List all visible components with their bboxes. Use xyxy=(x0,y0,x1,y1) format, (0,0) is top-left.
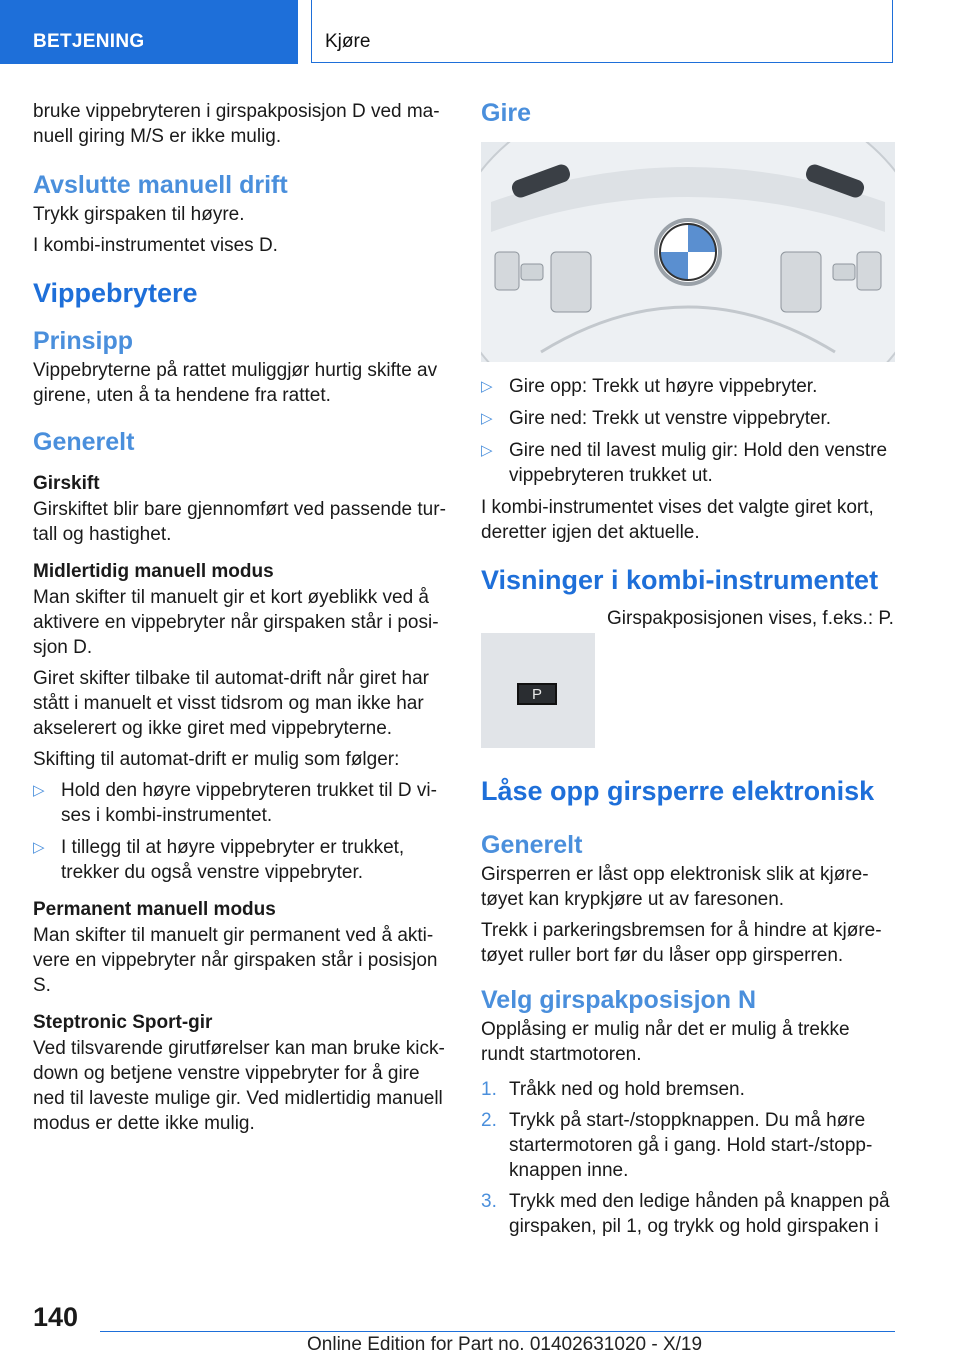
avslutte-text-1: Trykk girspaken til høyre. xyxy=(33,204,245,225)
triangle-bullet-icon: ▷ xyxy=(481,378,493,395)
triangle-bullet-icon: ▷ xyxy=(481,410,493,427)
visning-text: Girspakposisjonen vises, f.eks.: P. xyxy=(607,608,894,629)
heading-prinsipp: Prinsipp xyxy=(33,327,134,355)
heading-sport: Steptronic Sport-gir xyxy=(33,1012,213,1033)
footer-divider xyxy=(100,1331,895,1332)
heading-midlertidig: Midlertidig manuell modus xyxy=(33,561,274,582)
list-item: ▷ Gire ned: Trekk ut venstre vippebryter. xyxy=(481,408,832,429)
girskift-text: Girskiftet blir bare gjennomført ved passende tur-tall og hastighet. xyxy=(33,499,446,545)
chapter-label: Kjøre xyxy=(325,31,371,52)
gire-text: I kombi-instrumentet vises det valgte giret kort, deretter igjen det aktuelle. xyxy=(481,497,874,543)
list-item: ▷ Hold den høyre vippebryteren trukket til D vi-ses i kombi-instrumentet. xyxy=(33,780,437,826)
heading-generelt-right: Generelt xyxy=(481,831,583,859)
chapter-tab xyxy=(311,0,893,63)
section-label: BETJENING xyxy=(33,31,145,52)
midlertidig-text-1: Man skifter til manuelt gir et kort øyeblikk ved å aktivere en vippebryter når girspaken står i posi-sjon D. xyxy=(33,587,439,658)
list-item: 3. Trykk med den ledige hånden på knappen på girspaken, pil 1, og trykk og hold girspaken i xyxy=(481,1191,890,1237)
gear-display-image xyxy=(481,633,595,748)
steering-wheel-illustration xyxy=(481,142,895,362)
midlertidig-text-3: Skifting til automat-drift er mulig som følger: xyxy=(33,749,400,770)
midlertidig-text-2: Giret skifter tilbake til automat-drift når giret har stått i manuelt et visst tidsrom og man ikke har akselerert og ikke giret med vippebryterne. xyxy=(33,668,429,739)
heading-gire: Gire xyxy=(481,99,532,127)
triangle-bullet-icon: ▷ xyxy=(481,442,493,459)
velg-text: Opplåsing er mulig når det er mulig å trekke rundt startmotoren. xyxy=(481,1019,850,1065)
list-item: ▷ I tillegg til at høyre vippebryter er trukket, trekker du også venstre vippebryter. xyxy=(33,837,405,883)
triangle-bullet-icon: ▷ xyxy=(33,782,45,799)
triangle-bullet-icon: ▷ xyxy=(33,839,45,856)
list-item: ▷ Gire ned til lavest mulig gir: Hold den venstre vippebryteren trukket ut. xyxy=(481,440,888,486)
heading-permanent: Permanent manuell modus xyxy=(33,899,276,920)
intro-text: bruke vippebryteren i girspakposisjon D ved ma-nuell giring M/S er ikke mulig. xyxy=(33,101,440,147)
list-item: 1. Tråkk ned og hold bremsen. xyxy=(481,1079,745,1100)
list-item: 2. Trykk på start-/stoppknappen. Du må høre startermotoren gå i gang. Hold start-/stopp-knappen inne. xyxy=(481,1110,873,1181)
heading-vippebrytere: Vippebrytere xyxy=(33,278,198,308)
permanent-text: Man skifter til manuelt gir permanent ved å akti-vere en vippebryter når girspaken står i posisjon S. xyxy=(33,925,438,996)
prinsipp-text: Vippebryterne på rattet muliggjør hurtig skifte av girene, uten å ta hendene fra rattet. xyxy=(33,360,438,406)
heading-visninger: Visninger i kombi-instrumentet xyxy=(481,565,879,595)
right-column-lower xyxy=(481,776,895,1245)
gear-p-indicator-icon xyxy=(481,633,595,748)
heading-laase-opp: Låse opp girsperre elektronisk xyxy=(481,776,875,806)
heading-velg: Velg girspakposisjon N xyxy=(481,986,757,1014)
generelt-text-1: Girsperren er låst opp elektronisk slik at kjøre-tøyet kan krypkjøre ut av faresonen. xyxy=(481,864,869,910)
left-column xyxy=(33,99,451,1142)
sport-text: Ved tilsvarende girutførelser kan man bruke kick-down og betjene venstre vippebryter for å gire ned til laveste mulige gir. Ved midlertidig manuell modus er dette ikke mulig. xyxy=(33,1038,445,1134)
heading-generelt: Generelt xyxy=(33,428,135,456)
page-number: 140 xyxy=(33,1302,79,1332)
footer-edition: Online Edition for Part no. 01402631020 - X/19 xyxy=(307,1334,703,1355)
generelt-text-2: Trekk i parkeringsbremsen for å hindre at kjøre-tøyet ruller bort før du låser opp girsperren. xyxy=(481,920,882,966)
heading-girskift: Girskift xyxy=(33,473,100,494)
steering-wheel-image xyxy=(481,142,895,362)
section-tab xyxy=(0,0,298,64)
heading-avslutte: Avslutte manuell drift xyxy=(33,171,288,199)
right-column xyxy=(481,99,895,637)
svg-text:P: P xyxy=(531,686,543,703)
list-item: ▷ Gire opp: Trekk ut høyre vippebryter. xyxy=(481,376,818,397)
avslutte-text-2: I kombi-instrumentet vises D. xyxy=(33,235,278,256)
